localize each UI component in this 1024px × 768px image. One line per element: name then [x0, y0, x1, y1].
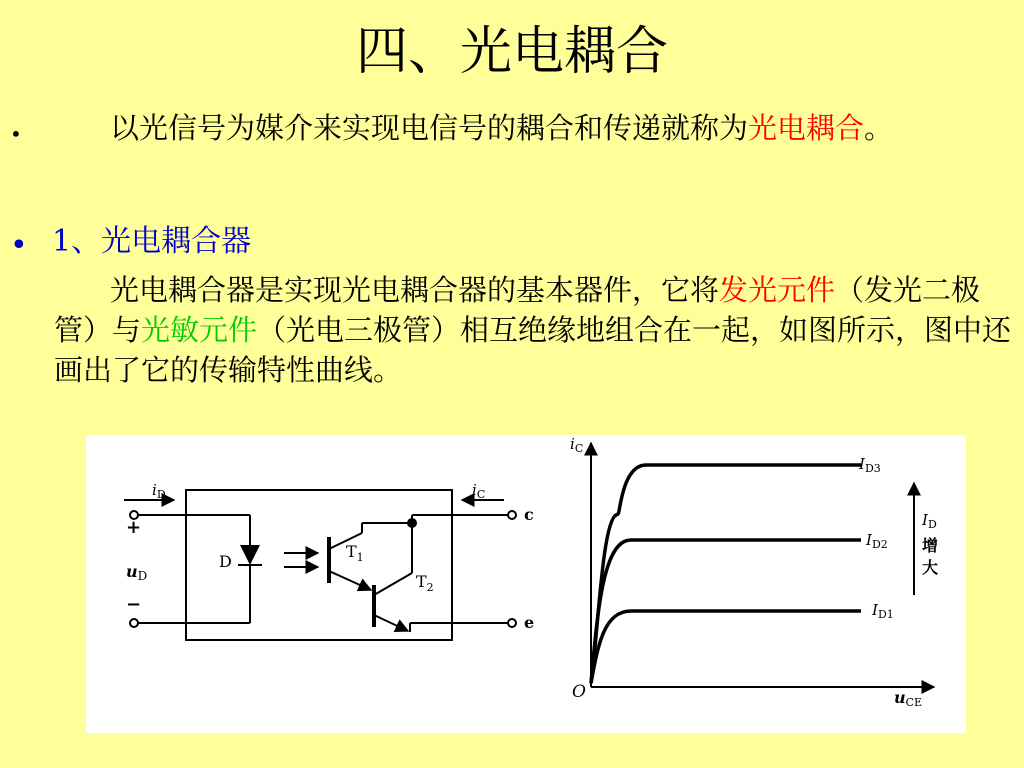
collector-terminal: [508, 511, 516, 519]
t1-emitter: [329, 571, 371, 590]
label-emitter: e: [524, 613, 535, 632]
bullet2-text1: 光电耦合器是实现光电耦合器的基本器件，它将: [110, 273, 720, 307]
collector-junction-dot: [407, 518, 417, 528]
label-curve-id1: $I_{D1}$: [872, 601, 894, 621]
label-curve-id3: $I_{D3}$: [859, 455, 881, 475]
label-t2: $T_2$: [416, 572, 434, 594]
slide-title: 四、光电耦合: [355, 22, 668, 82]
label-x-axis: uCE: [894, 688, 923, 709]
label-diode: D: [219, 552, 232, 571]
t2-emitter: [374, 615, 408, 631]
bullet-marker: •: [10, 122, 22, 146]
label-trend-text-2: 大: [922, 558, 939, 577]
bullet2-highlight-emitter: 发光元件: [719, 273, 836, 307]
bullet2-highlight-receiver: 光敏元件: [141, 313, 258, 347]
bullet2-text2: （发光二极管）与: [54, 273, 981, 347]
label-minus: −: [126, 594, 142, 615]
label-input-current: $i_D$: [152, 481, 166, 501]
curve-id3: [591, 465, 861, 683]
t2-collector: [374, 573, 412, 595]
curve-id1: [591, 611, 861, 683]
label-plus: +: [126, 517, 142, 538]
label-collector: c: [524, 505, 534, 524]
optocoupler-figure: [86, 435, 966, 733]
bullet2-text3: （光电三极管）相互绝缘地组合在一起，如图所示，图中还画出了它的传输特性曲线。: [54, 313, 1012, 387]
bullet1-period: 。: [864, 111, 894, 145]
figure-svg: [86, 425, 966, 735]
transfer-characteristic-graph: [570, 435, 938, 709]
label-curve-id2: $I_{D2}$: [866, 531, 888, 551]
bullet1-text: 以光信号为媒介来实现电信号的耦合和传递就称为: [110, 111, 749, 145]
bullet1-highlight: 光电耦合: [748, 111, 865, 145]
bullet1-paragraph: [54, 108, 1004, 148]
emitter-terminal: [508, 619, 516, 627]
input-terminal-minus: [130, 619, 138, 627]
optocoupler-circuit: [124, 481, 534, 640]
label-y-axis: $i_C$: [570, 435, 584, 455]
label-origin: O: [572, 682, 586, 702]
diode-icon: [240, 545, 260, 565]
label-t1: $T_1$: [346, 542, 364, 564]
bullet2-paragraph: [54, 270, 1014, 390]
label-trend-symbol: $I_D$: [922, 511, 937, 531]
label-output-current: $i_C$: [472, 481, 486, 501]
label-trend-text-1: 增: [922, 536, 939, 555]
bullet2-heading: 1、光电耦合器: [52, 224, 252, 259]
label-input-voltage: uD: [126, 562, 148, 583]
bullet-marker: •: [10, 228, 28, 263]
